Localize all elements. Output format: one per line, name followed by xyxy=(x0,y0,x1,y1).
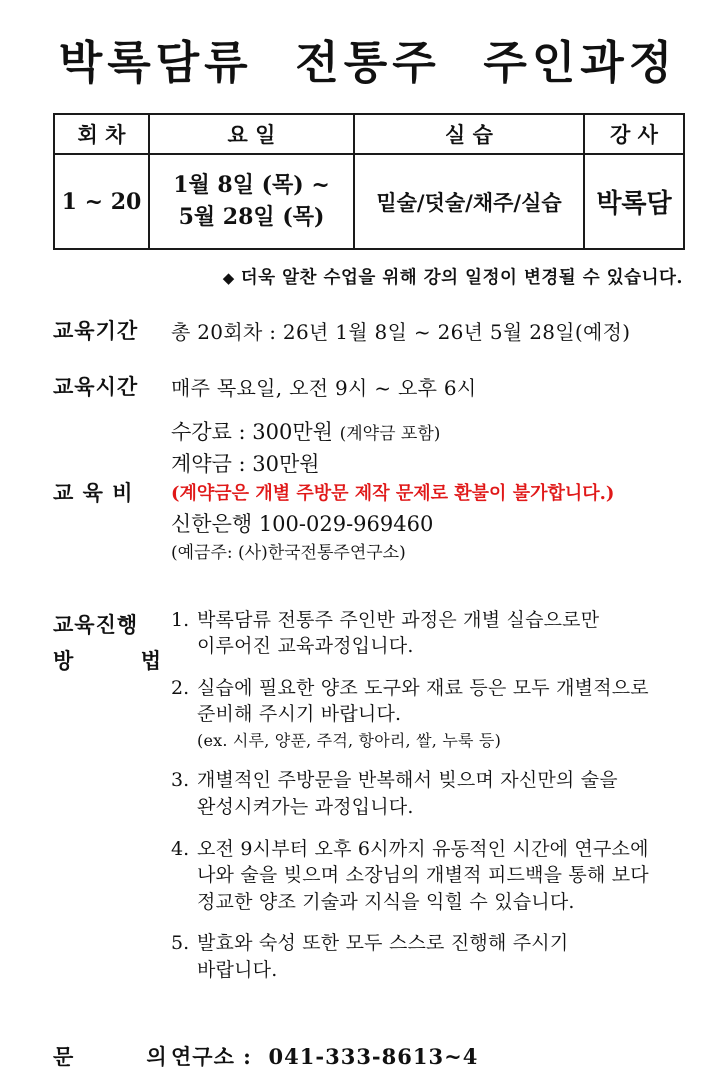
method-item-4-line2: 나와 술을 빚으며 소장님의 개별적 피드백을 통해 보다 xyxy=(197,864,649,887)
education-period-row xyxy=(53,315,683,345)
method-item-3-line1: 개별적인 주방문을 반복해서 빚으며 자신만의 술을 xyxy=(197,769,618,792)
refund-warning: (계약금은 개별 주방문 제작 문제로 환불이 불가합니다.) xyxy=(171,483,615,504)
tuition-line xyxy=(171,417,614,449)
method-item-1-line2: 이루어진 교육과정입니다. xyxy=(197,635,414,658)
method-label-line1: 교육진행 xyxy=(53,611,139,637)
education-fee-label: 교 육 비 xyxy=(53,479,134,505)
schedule-change-notice xyxy=(53,264,683,289)
page-title: 박록담류 전통주 주인과정 xyxy=(58,36,678,89)
education-method-label xyxy=(53,607,171,999)
method-item-1-line1: 박록담류 전통주 주인반 과정은 개별 실습으로만 xyxy=(197,608,600,631)
method-label-line2: 방 법 xyxy=(53,648,163,674)
diamond-icon: ◆ xyxy=(222,269,235,287)
notice-text: 더욱 알찬 수업을 위해 강의 일정이 변경될 수 있습니다. xyxy=(240,268,683,288)
cell-day-line1: 1월 8일 (목) ~ xyxy=(173,171,330,198)
method-item-4-line1: 오전 9시부터 오후 6시까지 유동적인 시간에 연구소에 xyxy=(197,837,649,860)
education-fee-lines xyxy=(171,417,614,567)
method-item-2-text xyxy=(197,675,649,753)
method-item-4-number: 4. xyxy=(171,837,190,860)
method-item-4 xyxy=(171,836,683,916)
cell-day xyxy=(149,154,354,249)
method-item-1-text xyxy=(197,607,599,660)
method-item-2 xyxy=(171,675,683,753)
method-item-2-line1: 실습에 필요한 양조 도구와 재료 등은 모두 개별적으로 xyxy=(197,676,649,699)
header-practice: 실 습 xyxy=(354,114,584,154)
method-item-5-line2: 바랍니다. xyxy=(197,958,278,981)
cell-day-line2: 5월 28일 (목) xyxy=(178,203,325,230)
tuition-note: (계약금 포함) xyxy=(339,424,441,444)
education-time-row xyxy=(53,371,683,401)
education-time-label: 교육시간 xyxy=(53,374,139,399)
method-item-3-line2: 완성시켜가는 과정입니다. xyxy=(197,796,414,818)
header-session: 회 차 xyxy=(54,114,149,154)
header-instructor: 강 사 xyxy=(584,114,684,154)
account-holder-line: (예금주: (사)한국전통주연구소) xyxy=(171,543,406,564)
education-method-section xyxy=(53,607,683,999)
schedule-table xyxy=(53,113,685,250)
cell-session: 1 ~ 20 xyxy=(54,154,149,249)
method-item-1-number: 1. xyxy=(171,608,190,631)
schedule-table-header-row xyxy=(54,114,684,154)
method-item-4-text xyxy=(197,836,649,916)
method-item-3-number: 3. xyxy=(171,769,190,792)
education-period-value: 총 20회차 : 26년 1월 8일 ~ 26년 5월 28일(예정) xyxy=(171,320,631,344)
method-item-3-text xyxy=(197,767,618,820)
bank-account-line: 신한은행 100-029-969460 xyxy=(171,511,434,536)
inquiry-phone: 연구소 : 041-333-8613~4 xyxy=(171,1043,479,1069)
deposit-line: 계약금 : 30만원 xyxy=(171,451,320,476)
method-item-4-line3: 정교한 양조 기술과 지식을 익힐 수 있습니다. xyxy=(197,890,575,913)
inquiry-label: 문 의 xyxy=(53,1043,167,1069)
cell-practice: 밑술/덧술/채주/실습 xyxy=(354,154,584,249)
tuition-amount: 수강료 : 300만원 xyxy=(171,420,340,444)
method-item-5-number: 5. xyxy=(171,932,190,955)
method-item-5-text xyxy=(197,930,568,983)
method-item-2-line2: 준비해 주시기 바랍니다. xyxy=(197,703,402,726)
education-period-label: 교육기간 xyxy=(53,318,139,343)
cell-instructor: 박록담 xyxy=(584,154,684,249)
method-item-5 xyxy=(171,930,683,983)
method-item-1 xyxy=(171,607,683,660)
education-time-value: 매주 목요일, 오전 9시 ~ 오후 6시 xyxy=(171,376,477,400)
method-item-2-example-note: (ex. 시루, 양푼, 주걱, 항아리, 쌀, 누룩 등) xyxy=(197,731,502,751)
method-item-2-number: 2. xyxy=(171,676,190,699)
inquiry-row xyxy=(53,1041,683,1071)
header-day: 요 일 xyxy=(149,114,354,154)
education-method-items xyxy=(171,607,683,999)
method-item-5-line1: 발효와 숙성 또한 모두 스스로 진행해 주시기 xyxy=(197,932,569,955)
method-item-3 xyxy=(171,767,683,820)
education-fee-section xyxy=(53,417,683,567)
schedule-table-data-row xyxy=(54,154,684,249)
